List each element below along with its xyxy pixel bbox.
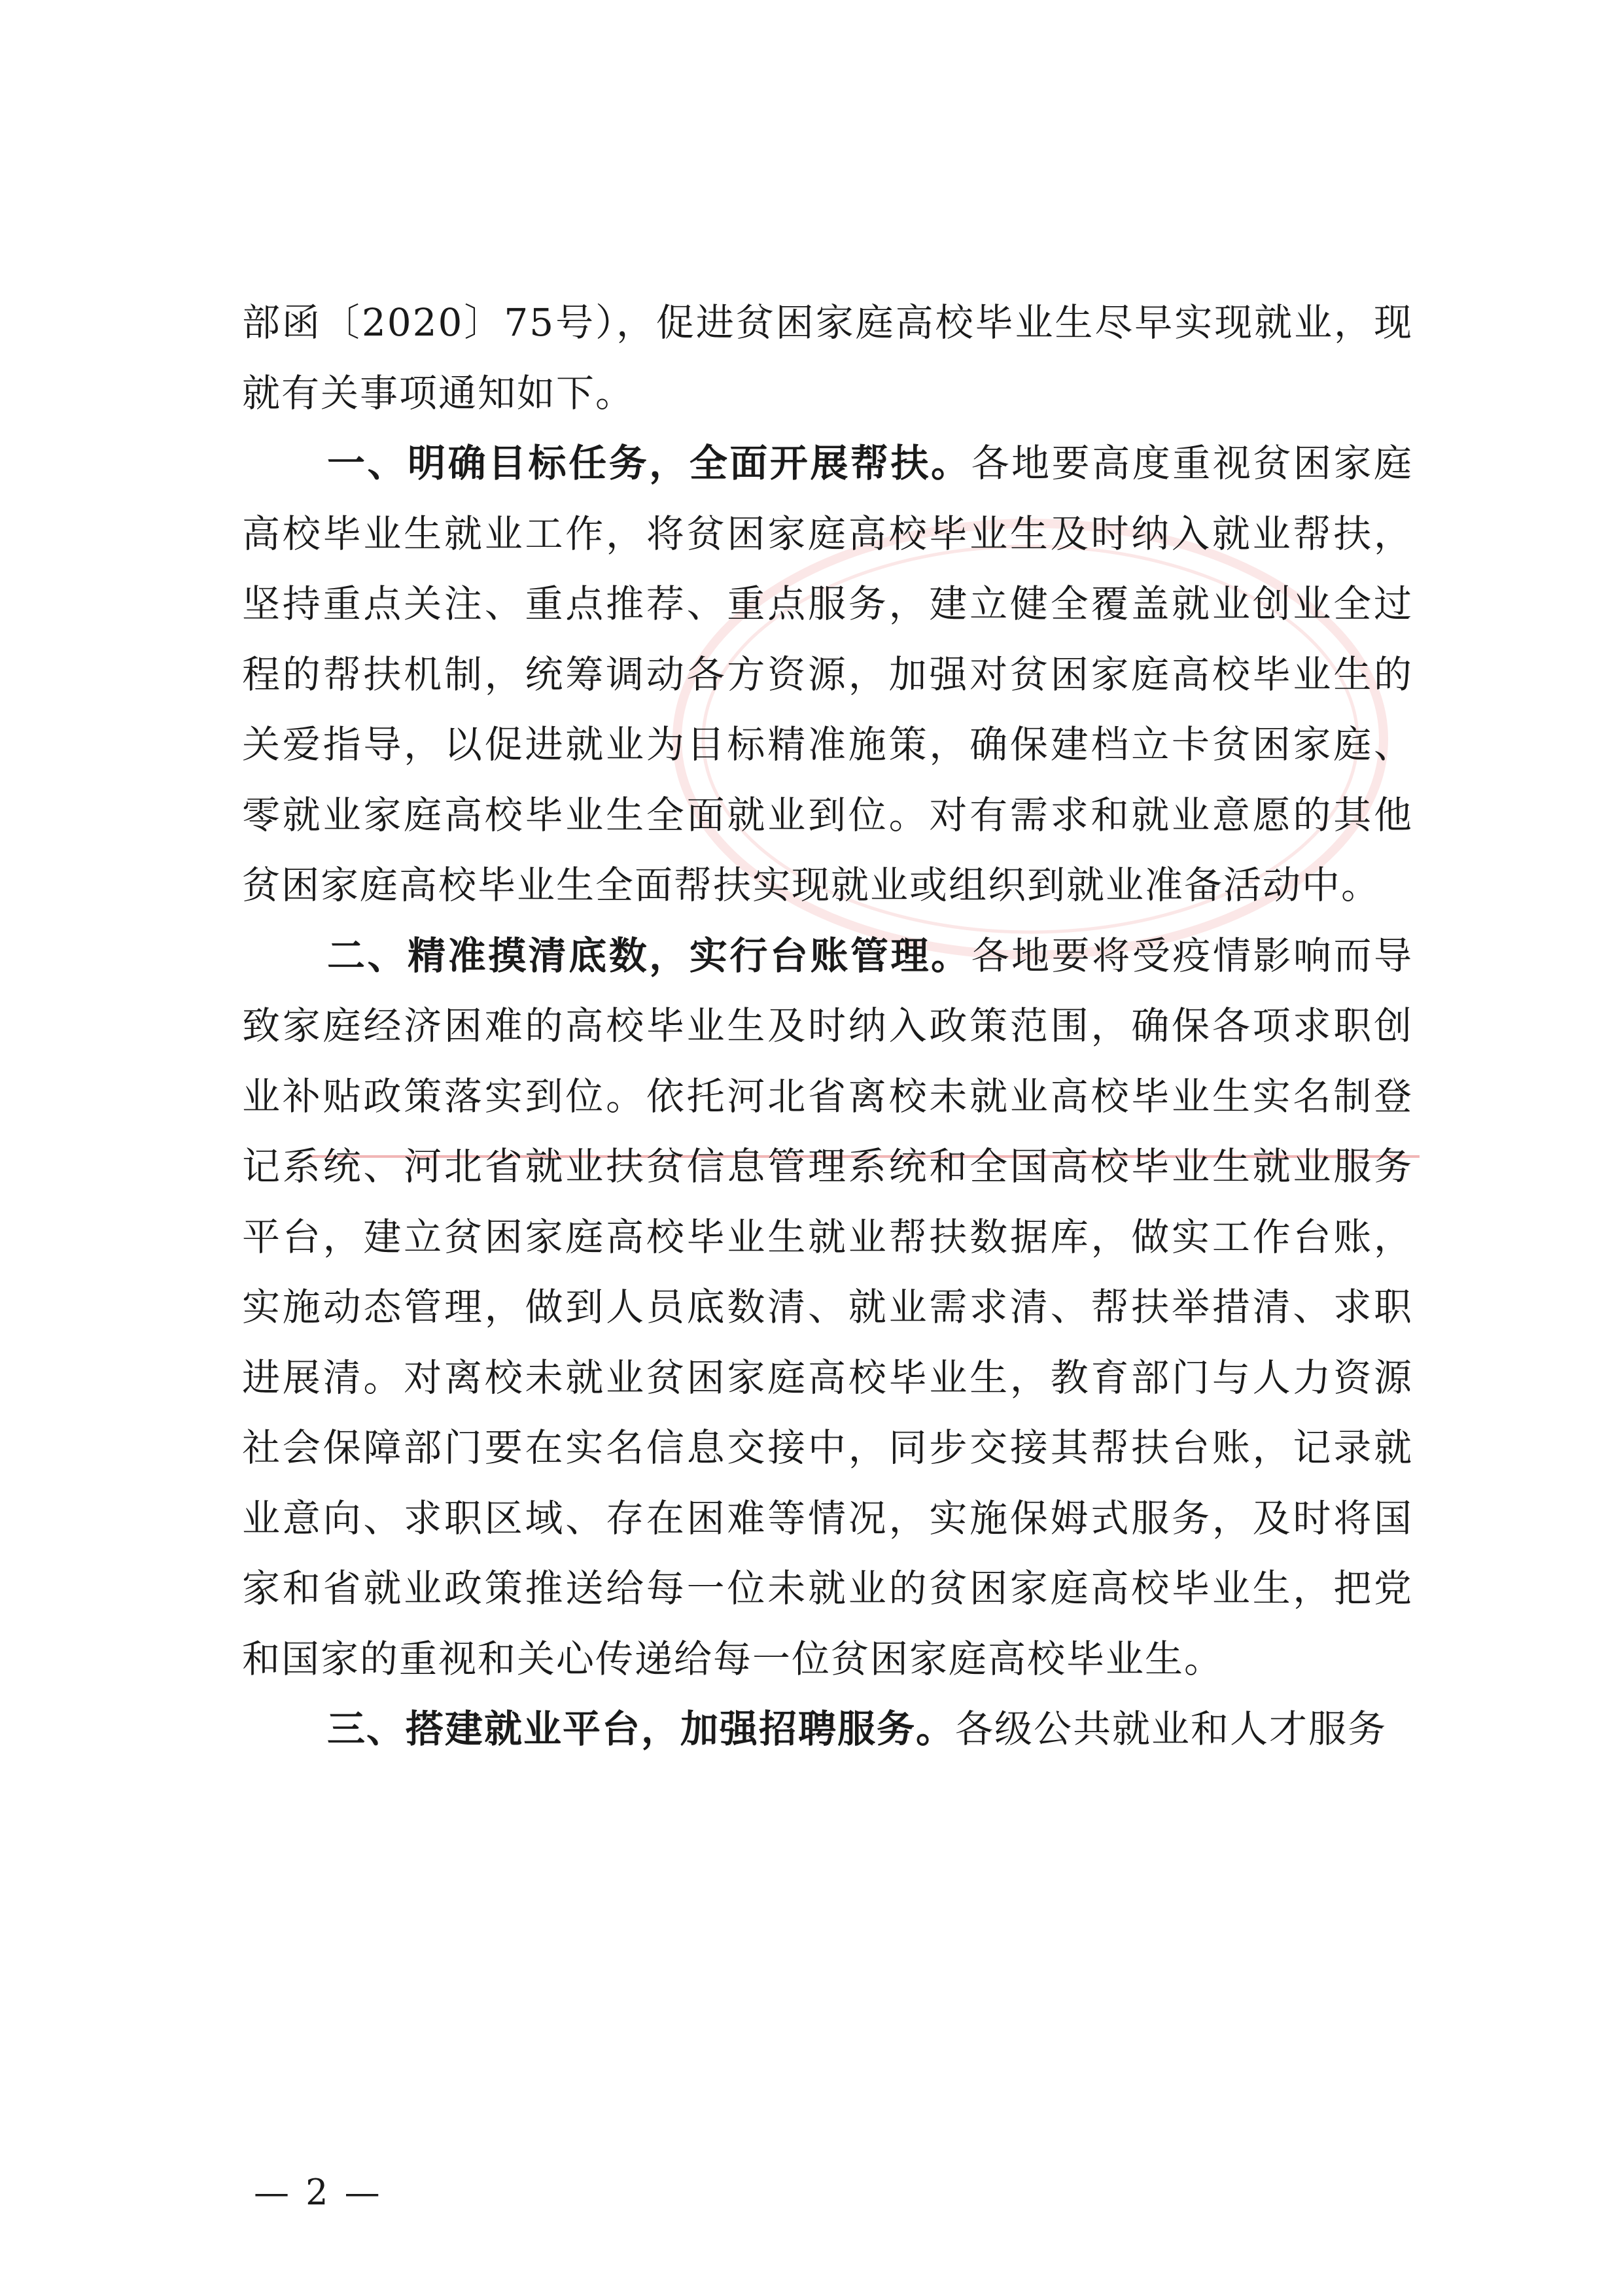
- paragraph-text: 各地要高度重视贫困家庭高校毕业生就业工作，将贫困家庭高校毕业生及时纳入就业帮扶，坚持重点关注、重点推荐、重点服务，建立健全覆盖就业创业全过程的帮扶机制，统筹调动各方资源，加强对贫困家庭高校毕业生的关爱指导，以促进就业为目标精准施策，确保建档立卡贫困家庭、零就业家庭高校毕业生全面就业到位。对有需求和就业意愿的其他贫困家庭高校毕业生全面帮扶实现就业或组织到就业准备活动中。: [242, 441, 1413, 907]
- document-body: [242, 288, 1413, 1765]
- section-heading: 二、精准摸清底数，实行台账管理。: [327, 933, 971, 978]
- paragraph-intro: [242, 288, 1413, 428]
- section-heading: 三、搭建就业平台，加强招聘服务。: [327, 1707, 956, 1751]
- paragraph-section-1: [242, 428, 1413, 921]
- paragraph-section-2: [242, 921, 1413, 1695]
- paragraph-text: 部函〔2020〕75号），促进贫困家庭高校毕业生尽早实现就业，现就有关事项通知如下。: [242, 300, 1413, 415]
- page-number: — 2 —: [254, 2172, 383, 2213]
- section-heading: 一、明确目标任务，全面开展帮扶。: [327, 441, 971, 485]
- paragraph-text: 各地要将受疫情影响而导致家庭经济困难的高校毕业生及时纳入政策范围，确保各项求职创业补贴政策落实到位。依托河北省离校未就业高校毕业生实名制登记系统、河北省就业扶贫信息管理系统和全国高校毕业生就业服务平台，建立贫困家庭高校毕业生就业帮扶数据库，做实工作台账，实施动态管理，做到人员底数清、就业需求清、帮扶举措清、求职进展清。对离校未就业贫困家庭高校毕业生，教育部门与人力资源社会保障部门要在实名信息交接中，同步交接其帮扶台账，记录就业意向、求职区域、存在困难等情况，实施保姆式服务，及时将国家和省就业政策推送给每一位未就业的贫困家庭高校毕业生，把党和国家的重视和关心传递给每一位贫困家庭高校毕业生。: [242, 933, 1413, 1681]
- paragraph-text: 各级公共就业和人才服务: [955, 1707, 1387, 1751]
- paragraph-section-3: [242, 1694, 1413, 1765]
